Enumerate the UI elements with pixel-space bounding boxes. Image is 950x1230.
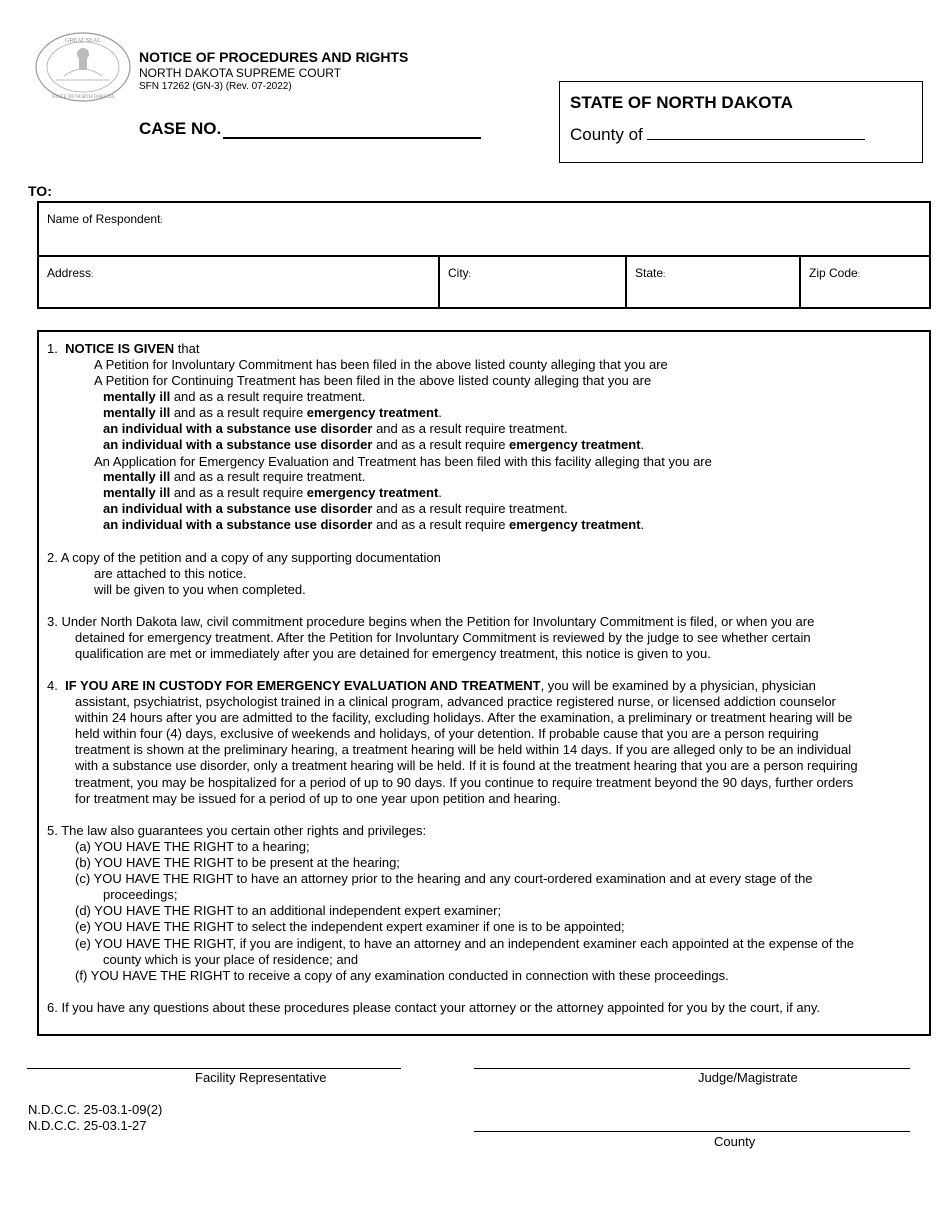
option-will-be-given: will be given to you when completed. [94, 582, 306, 597]
to-label: TO: [28, 183, 52, 199]
section-1-heading [47, 341, 199, 357]
text: and as a result require treatment. [170, 469, 366, 484]
county-signature-line[interactable] [474, 1131, 910, 1132]
option-mi-treatment [103, 389, 365, 405]
bold: mentally ill [103, 469, 171, 484]
court-name: NORTH DAKOTA SUPREME COURT [139, 66, 342, 80]
facility-rep-label: Facility Representative [195, 1070, 327, 1085]
city-label: City [448, 266, 469, 280]
seal-text-bottom: STATE OF NORTH DAKOTA [51, 95, 115, 100]
text: and as a result require [170, 485, 307, 500]
option-sud-treatment-2 [103, 501, 568, 517]
state-field[interactable] [627, 257, 801, 309]
right-e-1: (e) YOU HAVE THE RIGHT to select the independent expert examiner if one is to be appointed; [75, 919, 625, 934]
section-3-line-2: detained for emergency treatment. After the Petition for Involuntary Commitment is reviewed by the judge to see whether certain [75, 630, 811, 645]
colon: : [91, 270, 94, 279]
bold: mentally ill [103, 485, 171, 500]
text: . [640, 437, 645, 452]
bold: mentally ill [103, 389, 171, 404]
bold: emergency treatment [509, 437, 641, 452]
bold: an individual with a substance use disorder [103, 501, 373, 516]
state-title: STATE OF NORTH DAKOTA [570, 93, 793, 112]
option-mi-treatment-2 [103, 469, 365, 485]
option-mi-emergency-2 [103, 485, 442, 501]
bold: an individual with a substance use disorder [103, 421, 373, 436]
right-b: (b) YOU HAVE THE RIGHT to be present at the hearing; [75, 855, 400, 870]
colon: : [160, 216, 163, 225]
option-sud-emergency [103, 437, 644, 453]
judge-label: Judge/Magistrate [698, 1070, 798, 1085]
right-c-cont: proceedings; [103, 887, 178, 902]
colon: : [663, 270, 666, 279]
county-label: County of [570, 125, 643, 144]
section-3-line-3: qualification are met or immediately after you are detained for emergency treatment, this notice is given to you. [75, 646, 711, 661]
text: and as a result require [372, 517, 510, 532]
address-label: Address [47, 266, 92, 280]
right-d: (d) YOU HAVE THE RIGHT to an additional independent expert examiner; [75, 903, 502, 918]
city-field[interactable] [440, 257, 627, 309]
case-label: CASE NO. [139, 119, 222, 138]
option-petition-involuntary: A Petition for Involuntary Commitment has been filed in the above listed county alleging that you are [94, 357, 668, 372]
notice-given-bold: NOTICE IS GIVEN [65, 341, 175, 356]
county-line[interactable] [647, 125, 865, 140]
option-mi-emergency [103, 405, 442, 421]
right-e-2: (e) YOU HAVE THE RIGHT, if you are indigent, to have an attorney and an independent examiner each appointed at the expense of the [75, 936, 855, 951]
right-f: (f) YOU HAVE THE RIGHT to receive a copy of any examination conducted in connection with these proceedings. [75, 968, 729, 983]
colon: : [468, 270, 471, 279]
bold: an individual with a substance use disorder [103, 517, 373, 532]
text: and as a result require [372, 437, 510, 452]
case-number-field[interactable] [139, 119, 481, 139]
statute-1: N.D.C.C. 25-03.1-09(2) [28, 1102, 163, 1117]
section-3-line-1: 3. Under North Dakota law, civil commitment procedure begins when the Petition for Involuntary Commitment is filed, or when you are [47, 614, 815, 629]
section-number: 4. [47, 678, 58, 693]
text: . [438, 405, 442, 420]
form-id: SFN 17262 (GN-3) (Rev. 07-2022) [139, 81, 292, 92]
text: . [438, 485, 442, 500]
option-sud-treatment [103, 421, 568, 437]
option-sud-emergency-2 [103, 517, 644, 533]
option-attached: are attached to this notice. [94, 566, 247, 581]
section-4-line-6: with a substance use disorder, only a treatment hearing will be held. If it is found at the treatment hearing that you are a person requiring [75, 758, 858, 773]
right-e-2-cont: county which is your place of residence; and [103, 952, 359, 967]
option-petition-continuing: A Petition for Continuing Treatment has been filed in the above listed county alleging that you are [94, 373, 652, 388]
text: and as a result require treatment. [372, 421, 568, 436]
statute-2: N.D.C.C. 25-03.1-27 [28, 1118, 147, 1133]
text: . [640, 517, 645, 532]
text: and as a result require treatment. [170, 389, 366, 404]
state-label: State [635, 266, 664, 280]
section-4-line-1 [47, 678, 816, 694]
bold: an individual with a substance use disorder [103, 437, 373, 452]
respondent-table [37, 201, 931, 309]
section-4-line-4: held within four (4) days, exclusive of weekends and holidays, of your detention. If probable cause that you are a person requiring [75, 726, 819, 741]
section-4-line-5: treatment is shown at the preliminary hearing, a treatment hearing will be held within 14 days. If you are alleged only to be an individual [75, 742, 852, 757]
seal-text-top: GREAT SEAL [65, 38, 101, 44]
option-application-emergency: An Application for Emergency Evaluation and Treatment has been filed with this facility alleging that you are [94, 454, 712, 469]
respondent-name-label: Name of Respondent [47, 212, 161, 226]
text: and as a result require treatment. [372, 501, 568, 516]
text: that [174, 341, 200, 356]
section-4-line-8: for treatment may be issued for a period of up to one year upon petition and hearing. [75, 791, 561, 806]
state-box [559, 81, 923, 163]
bold: mentally ill [103, 405, 171, 420]
section-5: 5. The law also guarantees you certain other rights and privileges: [47, 823, 427, 838]
section-4-line-3: within 24 hours after you are admitted to the facility, excluding holidays. After the examination, a preliminary or treatment hearing will be [75, 710, 853, 725]
text: and as a result require [170, 405, 307, 420]
bold: emergency treatment [509, 517, 641, 532]
section-6: 6. If you have any questions about these procedures please contact your attorney or the attorney appointed for you by the court, if any. [47, 1000, 821, 1015]
bold: emergency treatment [306, 405, 439, 420]
form-title: NOTICE OF PROCEDURES AND RIGHTS [139, 49, 409, 65]
right-c: (c) YOU HAVE THE RIGHT to have an attorney prior to the hearing and any court-ordered examination and at every stage of the [75, 871, 813, 886]
bold: emergency treatment [306, 485, 439, 500]
county-sig-label: County [714, 1134, 756, 1149]
section-2: 2. A copy of the petition and a copy of any supporting documentation [47, 550, 441, 565]
zip-label: Zip Code [809, 266, 858, 280]
county-field[interactable] [570, 125, 865, 145]
state-seal-logo [34, 32, 132, 102]
zip-field[interactable] [801, 257, 929, 309]
address-field[interactable] [39, 257, 440, 309]
case-number-line[interactable] [223, 120, 481, 139]
section-4-line-2: assistant, psychiatrist, psychologist trained in a clinical program, advanced practice registered nurse, or licensed addiction counselor [75, 694, 836, 709]
notice-box [37, 330, 931, 1036]
respondent-name-field[interactable] [39, 203, 929, 257]
bold: IF YOU ARE IN CUSTODY FOR EMERGENCY EVALUATION AND TREATMENT [65, 678, 541, 693]
right-a: (a) YOU HAVE THE RIGHT to a hearing; [75, 839, 310, 854]
judge-signature-line[interactable] [474, 1068, 910, 1069]
colon: : [857, 270, 860, 279]
facility-rep-signature-line[interactable] [27, 1068, 401, 1069]
section-number: 1. [47, 341, 58, 356]
section-4-line-7: treatment, you may be hospitalized for a period of up to 90 days. If you continue to require treatment beyond the 90 days, further orders [75, 775, 854, 790]
text: , you will be examined by a physician, physician [540, 678, 816, 693]
